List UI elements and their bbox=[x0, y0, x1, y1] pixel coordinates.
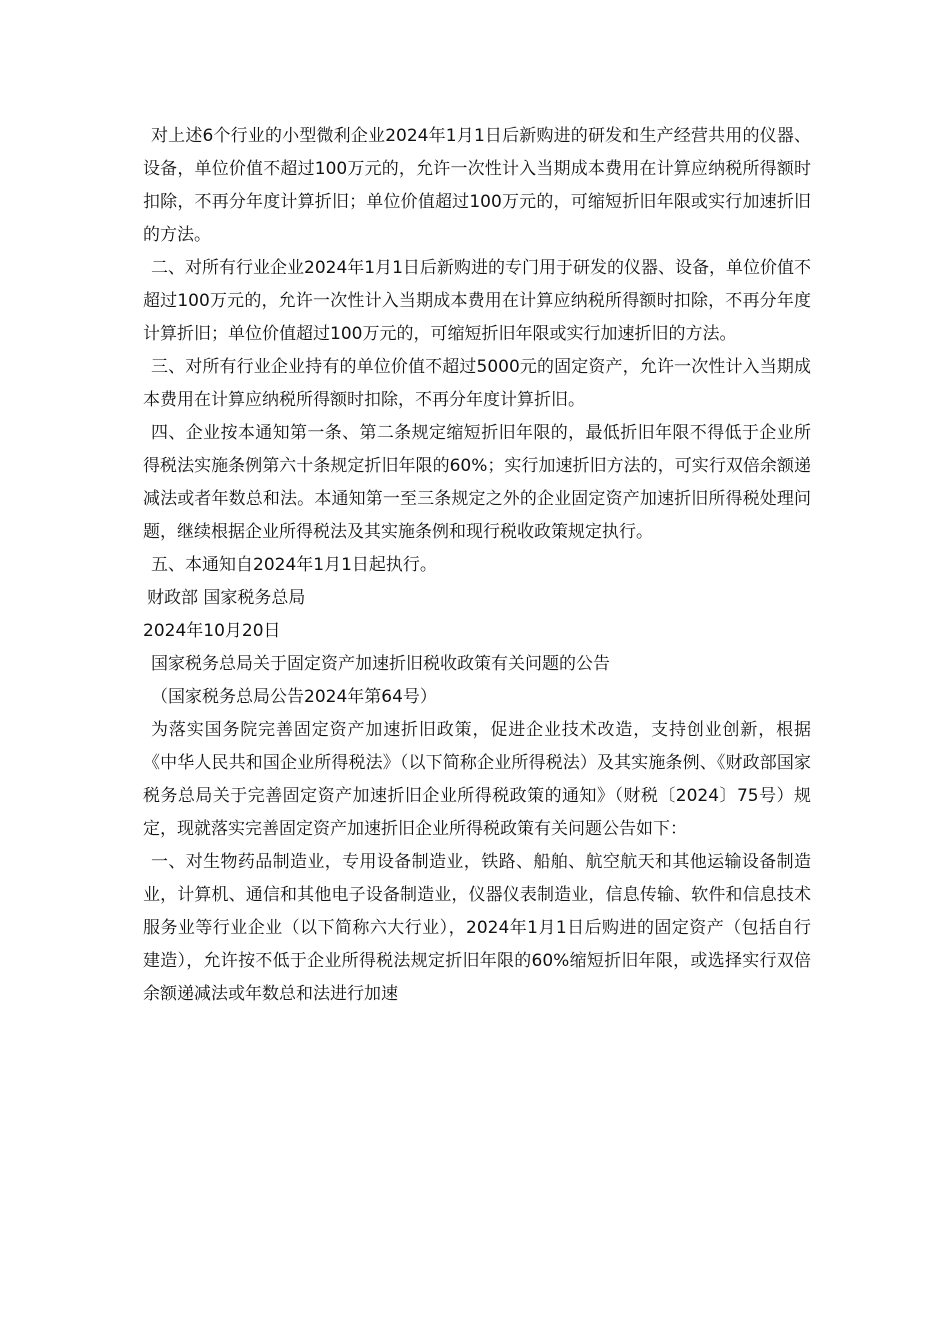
paragraph-article-3: 三、对所有行业企业持有的单位价值不超过5000元的固定资产，允许一次性计入当期成本费用在计算应纳税所得额时扣除，不再分年度计算折旧。 bbox=[143, 357, 811, 410]
announcement-title: 国家税务总局关于固定资产加速折旧税收政策有关问题的公告 bbox=[151, 654, 610, 674]
document-body bbox=[143, 120, 811, 1011]
paragraph-article-5: 五、本通知自2024年1月1日起执行。 bbox=[151, 555, 437, 575]
issuer-signature: 财政部 国家税务总局 bbox=[147, 588, 306, 608]
paragraph-article-2: 二、对所有行业企业2024年1月1日后新购进的专门用于研发的仪器、设备，单位价值不超过100万元的，允许一次性计入当期成本费用在计算应纳税所得额时扣除，不再分年度计算折旧；单位价值超过100万元的，可缩短折旧年限或实行加速折旧的方法。 bbox=[143, 258, 811, 344]
paragraph-preamble: 为落实国务院完善固定资产加速折旧政策，促进企业技术改造，支持创业创新，根据《中华人民共和国企业所得税法》（以下简称企业所得税法）及其实施条例、《财政部国家税务总局关于完善固定资产加速折旧企业所得税政策的通知》（财税〔2024〕75号）规定，现就落实完善固定资产加速折旧企业所得税政策有关问题公告如下： bbox=[143, 720, 811, 839]
paragraph-article-4: 四、企业按本通知第一条、第二条规定缩短折旧年限的，最低折旧年限不得低于企业所得税法实施条例第六十条规定折旧年限的60%；实行加速折旧方法的，可实行双倍余额递减法或者年数总和法。本通知第一至三条规定之外的企业固定资产加速折旧所得税处理问题，继续根据企业所得税法及其实施条例和现行税收政策规定执行。 bbox=[143, 423, 811, 542]
announcement-number: （国家税务总局公告2024年第64号） bbox=[151, 687, 437, 707]
paragraph-six-industries: 一、对生物药品制造业，专用设备制造业，铁路、船舶、航空航天和其他运输设备制造业，计算机、通信和其他电子设备制造业，仪器仪表制造业，信息传输、软件和信息技术服务业等行业企业（以下简称六大行业），2024年1月1日后购进的固定资产（包括自行建造），允许按不低于企业所得税法规定折旧年限的60%缩短折旧年限，或选择实行双倍余额递减法或年数总和法进行加速 bbox=[143, 852, 811, 1004]
paragraph-small-micro-enterprises: 对上述6个行业的小型微利企业2024年1月1日后新购进的研发和生产经营共用的仪器、设备，单位价值不超过100万元的，允许一次性计入当期成本费用在计算应纳税所得额时扣除，不再分年度计算折旧；单位价值超过100万元的，可缩短折旧年限或实行加速折旧的方法。 bbox=[143, 126, 811, 245]
issue-date: 2024年10月20日 bbox=[143, 621, 281, 641]
